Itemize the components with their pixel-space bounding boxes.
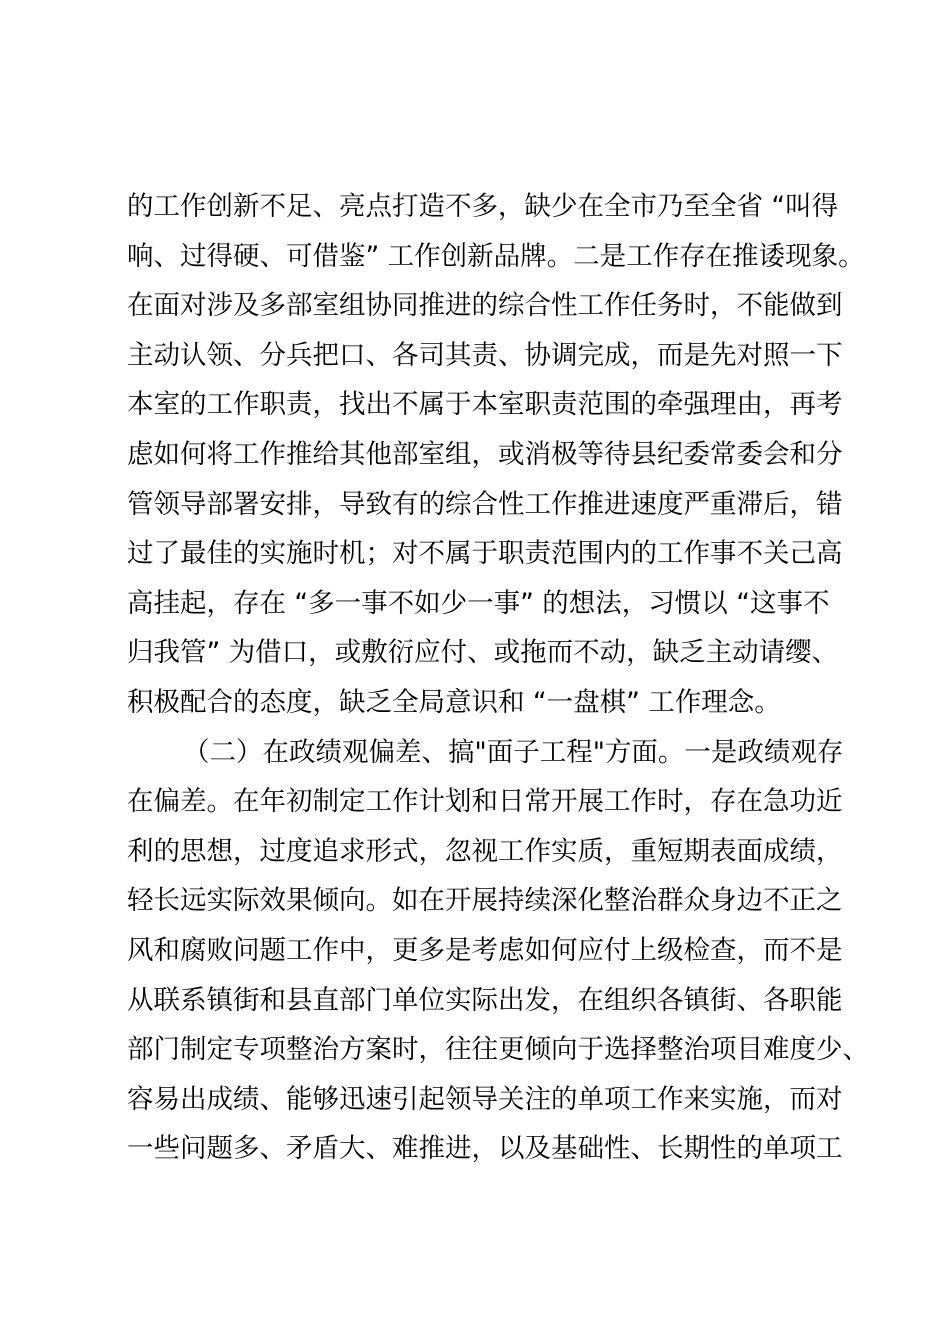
text-line: 本室的工作职责，找出不属于本室职责范围的牵强理由，再考 (127, 389, 843, 421)
text-line: 在面对涉及多部室组协同推进的综合性工作任务时，不能做到 (127, 290, 843, 322)
section-heading-line: （二）在政绩观偏差、搞"面子工程"方面。一是政绩观存 (183, 736, 844, 768)
text-line: 过了最佳的实施时机；对不属于职责范围内的工作事不关己高 (127, 538, 843, 570)
text-line: 一些问题多、矛盾大、难推进，以及基础性、长期性的单项工 (127, 1133, 843, 1165)
text-line: 风和腐败问题工作中，更多是考虑如何应付上级检查，而不是 (127, 934, 843, 966)
text-line: 轻长远实际效果倾向。如在开展持续深化整治群众身边不正之 (127, 885, 843, 917)
text-line: 在偏差。在年初制定工作计划和日常开展工作时，存在急功近 (127, 786, 843, 818)
text-line: 从联系镇街和县直部门单位实际出发，在组织各镇街、各职能 (127, 984, 843, 1016)
text-line: 管领导部署安排，导致有的综合性工作推进速度严重滞后，错 (127, 488, 843, 520)
text-line: 部门制定专项整治方案时，往往更倾向于选择整治项目难度少、 (127, 1034, 869, 1066)
text-line: 容易出成绩、能够迅速引起领导关注的单项工作来实施，而对 (127, 1083, 843, 1115)
text-line: 虑如何将工作推给其他部室组，或消极等待县纪委常委会和分 (127, 438, 843, 470)
text-line: 响、过得硬、可借鉴” 工作创新品牌。二是工作存在推诿现象。 (127, 240, 865, 272)
text-line: 归我管” 为借口，或敷衍应付、或拖而不动，缺乏主动请缨、 (127, 637, 839, 669)
text-line: 高挂起，存在 “多一事不如少一事” 的想法，习惯以 “这事不 (127, 587, 830, 619)
text-line: 利的思想，过度追求形式，忽视工作实质，重短期表面成绩， (127, 835, 843, 867)
text-line: 积极配合的态度，缺乏全局意识和 “一盘棋” 工作理念。 (127, 686, 781, 718)
document-body (127, 182, 869, 1174)
text-line: 主动认领、分兵把口、各司其责、协调完成，而是先对照一下 (127, 339, 843, 371)
text-line: 的工作创新不足、亮点打造不多，缺少在全市乃至全省 “叫得 (127, 191, 839, 222)
